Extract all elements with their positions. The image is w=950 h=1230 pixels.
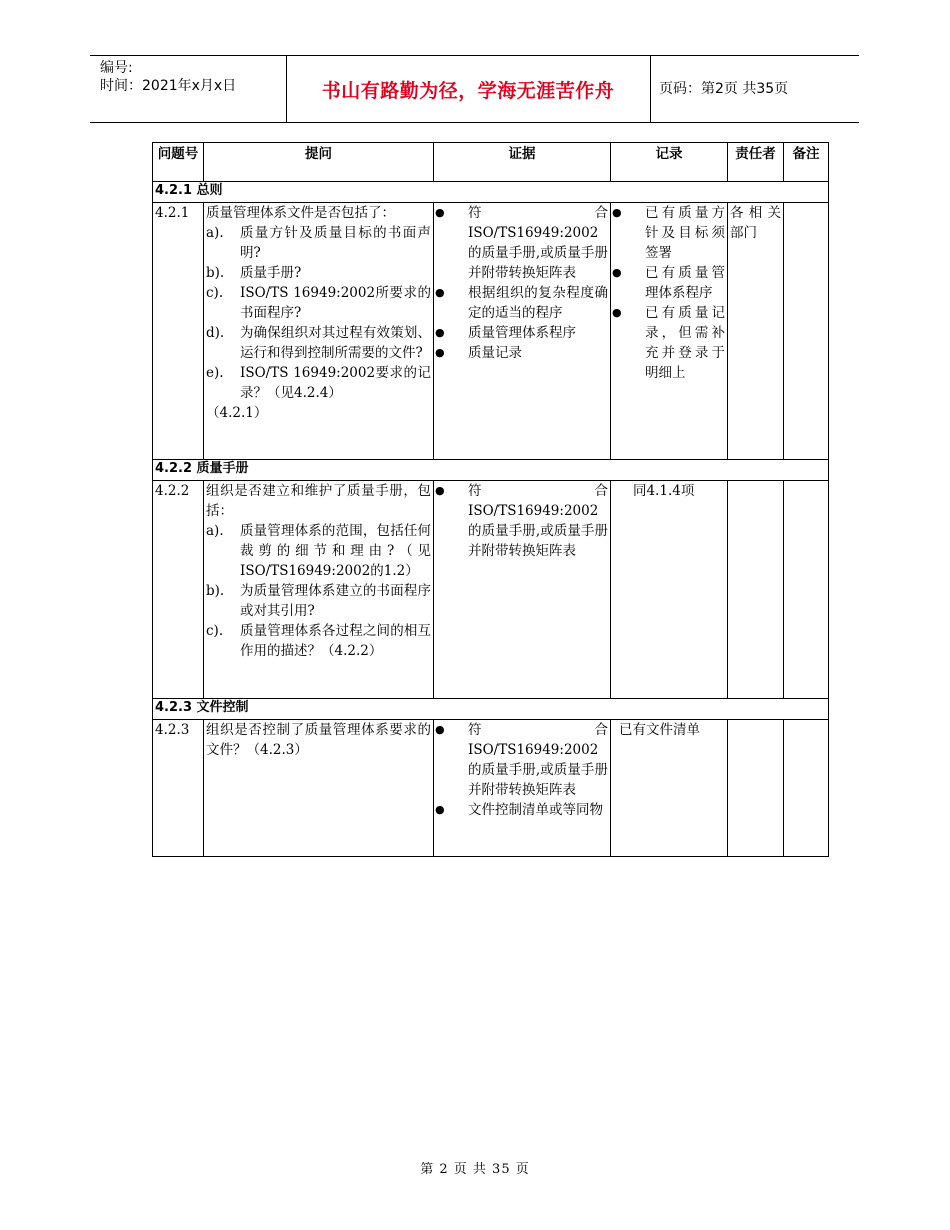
evidence-item: ● 质量管理体系程序 (435, 325, 576, 341)
question-item: d). 为确保组织对其过程有效策划、运行和得到控制所需要的文件? (206, 325, 431, 361)
col-header-remarks: 备注 (784, 143, 829, 182)
header-motto-cell (286, 56, 651, 122)
record-cell: 同4.1.4项 (611, 481, 728, 699)
bullet-icon: ● (435, 206, 445, 219)
issue-no-cell: 4.2.2 (153, 481, 204, 699)
col-header-issue-no: 问题号 (153, 143, 204, 182)
table-row (153, 481, 829, 699)
col-header-evidence: 证据 (434, 143, 611, 182)
question-item: c). ISO/TS 16949:2002所要求的书面程序? (206, 285, 431, 321)
record-cell: 已有文件清单 (611, 720, 728, 857)
question-ref: （4.2.1） (206, 405, 268, 421)
bullet-icon: ● (435, 803, 445, 816)
col-header-responsible: 责任者 (728, 143, 784, 182)
header-left-cell (90, 56, 287, 122)
record-cell (611, 203, 728, 460)
remarks-cell (784, 720, 829, 857)
evidence-cell (434, 720, 611, 857)
evidence-item: ● 根据组织的复杂程度确定的适当的程序 (435, 285, 608, 321)
col-header-record: 记录 (611, 143, 728, 182)
bullet-icon: ● (612, 266, 622, 279)
section-row (153, 699, 829, 720)
audit-checklist-table (152, 142, 829, 857)
evidence-item: ● 文件控制清单或等同物 (435, 802, 603, 818)
question-cell: 组织是否控制了质量管理体系要求的文件？（4.2.3） (204, 720, 434, 857)
remarks-cell (784, 481, 829, 699)
bullet-icon: ● (435, 286, 445, 299)
record-item: ● 已有质量记录，但需补充并登录于明细上 (612, 305, 725, 381)
question-item: a). 质量方针及质量目标的书面声明? (206, 225, 431, 261)
question-item: e). ISO/TS 16949:2002要求的记录？（见4.2.4） (206, 365, 431, 401)
doc-number-label: 编号: (100, 60, 133, 76)
question-intro: 质量管理体系文件是否包括了： (206, 205, 395, 221)
question-item: a). 质量管理体系的范围，包括任何裁剪的细节和理由?（见ISO/TS16949:2002的1.2） (206, 523, 431, 579)
evidence-cell (434, 203, 611, 460)
section-title: 4.2.3 文件控制 (153, 699, 829, 720)
col-header-question: 提问 (204, 143, 434, 182)
evidence-item: ● 符合ISO/TS16949:2002的质量手册,或质量手册并附带转换矩阵表 (435, 722, 608, 798)
section-title: 4.2.2 质量手册 (153, 460, 829, 481)
evidence-item: ● 符合ISO/TS16949:2002的质量手册,或质量手册并附带转换矩阵表 (435, 205, 608, 281)
question-intro: 组织是否建立和维护了质量手册，包括： (206, 483, 431, 519)
responsible-cell (728, 720, 784, 857)
section-row (153, 460, 829, 481)
table-row (153, 720, 829, 857)
bullet-icon: ● (435, 346, 445, 359)
remarks-cell (784, 203, 829, 460)
header-motto: 书山有路勤为径，学海无涯苦作舟 (321, 79, 615, 102)
evidence-item: ● 质量记录 (435, 345, 522, 361)
page-header (90, 55, 859, 123)
bullet-icon: ● (435, 484, 445, 497)
table-header-row (153, 143, 829, 182)
question-cell (204, 203, 434, 460)
issue-no-cell: 4.2.1 (153, 203, 204, 460)
section-row (153, 182, 829, 203)
section-title: 4.2.1 总则 (153, 182, 829, 203)
bullet-icon: ● (612, 206, 622, 219)
evidence-item: ● 符合ISO/TS16949:2002的质量手册,或质量手册并附带转换矩阵表 (435, 483, 608, 559)
table-row (153, 203, 829, 460)
evidence-cell (434, 481, 611, 699)
bullet-icon: ● (612, 306, 622, 319)
bullet-icon: ● (435, 326, 445, 339)
header-page-cell (651, 56, 859, 122)
question-item: b). 为质量管理体系建立的书面程序或对其引用? (206, 583, 431, 619)
header-page-code: 页码：第2页 共35页 (659, 81, 789, 97)
bullet-icon: ● (435, 723, 445, 736)
record-item: ● 已有质量管理体系程序 (612, 265, 725, 301)
question-cell (204, 481, 434, 699)
responsible-cell: 各相关部门 (728, 203, 784, 460)
doc-time-label: 时间：2021年x月x日 (100, 78, 237, 94)
record-item: ● 已有质量方针及目标须签署 (612, 205, 725, 261)
question-item: c). 质量管理体系各过程之间的相互作用的描述？（4.2.2） (206, 623, 431, 659)
issue-no-cell: 4.2.3 (153, 720, 204, 857)
page-footer: 第 2 页 共 35 页 (420, 1162, 530, 1177)
responsible-cell (728, 481, 784, 699)
question-item: b). 质量手册? (206, 265, 302, 281)
